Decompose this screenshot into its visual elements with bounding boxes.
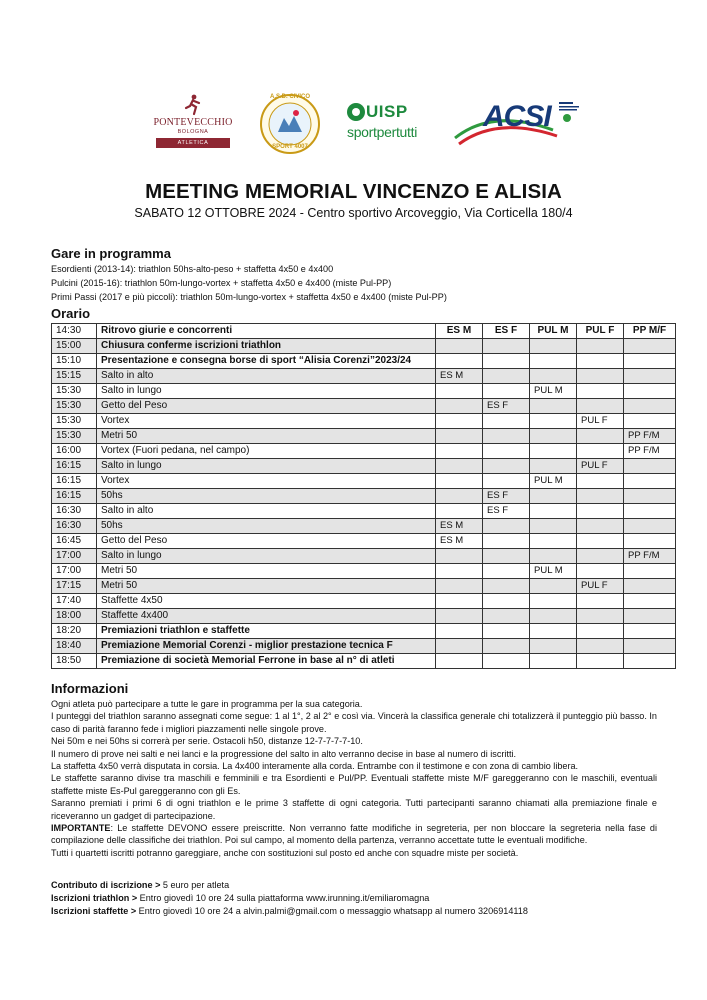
category-cell — [624, 534, 676, 549]
category-cell — [483, 414, 530, 429]
pontevecchio-band: ATLETICA — [156, 138, 230, 148]
schedule-time: 17:00 — [52, 549, 97, 564]
uisp-name: UISP — [366, 102, 408, 121]
schedule-row — [52, 384, 676, 399]
category-cell — [577, 624, 624, 639]
category-cell: PUL M — [530, 384, 577, 399]
column-header: ES M — [436, 324, 483, 339]
schedule-activity: Getto del Peso — [97, 534, 436, 549]
category-cell — [624, 564, 676, 579]
schedule-time: 15:10 — [52, 354, 97, 369]
info-paragraph: Nei 50m e nei 50hs si correrà per serie. Ostacoli h50, distanze 12-7-7-7-7-10. — [51, 736, 363, 747]
gare-line-esordienti: Esordienti (2013-14): triathlon 50hs-alto-peso + staffetta 4x50 e 4x400 — [51, 264, 334, 274]
category-cell — [530, 354, 577, 369]
info-paragraph: Tutti i quartetti iscritti potranno gareggiare, anche con sostituzioni sul posto ed anche con squadre miste per società. — [51, 847, 519, 858]
category-cell — [624, 579, 676, 594]
registration-info — [51, 879, 657, 918]
category-cell — [577, 639, 624, 654]
info-paragraph: Le staffette saranno divise tra maschili e femminili e tra Esordienti e Pul/PP. Eventuali staffette miste M/F gareggeranno con le maschili, eventuali staffette miste Es-Pul gareggeranno con gli Es. — [51, 773, 657, 796]
civico-logo — [258, 92, 322, 156]
schedule-activity: Premiazioni triathlon e staffette — [97, 624, 436, 639]
category-cell — [483, 639, 530, 654]
category-cell — [436, 459, 483, 474]
sponsor-logos — [0, 92, 707, 162]
category-cell — [483, 624, 530, 639]
category-cell — [624, 654, 676, 669]
schedule-row — [52, 429, 676, 444]
schedule-activity: 50hs — [97, 519, 436, 534]
category-cell — [624, 639, 676, 654]
schedule-row — [52, 354, 676, 369]
category-cell — [577, 534, 624, 549]
category-cell — [624, 489, 676, 504]
important-label: IMPORTANTE — [51, 823, 111, 834]
schedule-activity: 50hs — [97, 489, 436, 504]
schedule-activity: Salto in alto — [97, 369, 436, 384]
schedule-time: 16:45 — [52, 534, 97, 549]
gare-heading: Gare in programma — [51, 246, 171, 261]
category-cell — [483, 429, 530, 444]
schedule-activity: Premiazione di società Memorial Ferrone in base al n° di atleti — [97, 654, 436, 669]
schedule-activity: Chiusura conferme iscrizioni triathlon — [97, 339, 436, 354]
schedule-row — [52, 594, 676, 609]
contrib-text: Entro giovedì 10 ore 24 sulla piattaforma www.irunning.it/emiliaromagna — [137, 893, 430, 903]
category-cell — [530, 399, 577, 414]
category-cell — [436, 654, 483, 669]
gare-line-primi-passi: Primi Passi (2017 e più piccoli): triathlon 50m-lungo-vortex + staffetta 4x50 e 4x400 (miste Pul-PP) — [51, 292, 447, 302]
category-cell — [577, 654, 624, 669]
schedule-row — [52, 624, 676, 639]
schedule-time: 17:40 — [52, 594, 97, 609]
schedule-activity: Staffette 4x400 — [97, 609, 436, 624]
category-cell — [577, 594, 624, 609]
schedule-activity: Vortex — [97, 414, 436, 429]
category-cell: ES F — [483, 504, 530, 519]
category-cell: ES M — [436, 369, 483, 384]
category-cell — [483, 459, 530, 474]
contrib-line — [51, 905, 657, 918]
schedule-row — [52, 339, 676, 354]
category-cell — [530, 654, 577, 669]
acsi-wordmark: ACSI — [483, 100, 551, 133]
schedule-row — [52, 504, 676, 519]
schedule-time: 16:00 — [52, 444, 97, 459]
category-cell — [436, 639, 483, 654]
category-cell — [577, 444, 624, 459]
category-cell — [530, 624, 577, 639]
schedule-time: 18:00 — [52, 609, 97, 624]
schedule-activity: Presentazione e consegna borse di sport “Alisia Corenzi”2023/24 — [97, 354, 436, 369]
info-paragraph: Il numero di prove nei salti e nei lanci e la progressione del salto in alto verranno decise in base al numero di iscritti. — [51, 748, 517, 759]
civico-top-text: A.S.D. CIVICO — [269, 94, 310, 100]
schedule-row — [52, 609, 676, 624]
pontevecchio-logo — [150, 94, 236, 154]
category-cell — [436, 354, 483, 369]
column-header: PP M/F — [624, 324, 676, 339]
category-cell — [624, 384, 676, 399]
schedule-row — [52, 519, 676, 534]
category-cell: PUL F — [577, 579, 624, 594]
category-cell — [436, 414, 483, 429]
schedule-row — [52, 444, 676, 459]
schedule-activity: Salto in lungo — [97, 549, 436, 564]
category-cell — [436, 564, 483, 579]
category-cell: PUL F — [577, 414, 624, 429]
schedule-row — [52, 399, 676, 414]
category-cell — [577, 489, 624, 504]
schedule-row — [52, 474, 676, 489]
schedule-row — [52, 459, 676, 474]
category-cell: ES M — [436, 534, 483, 549]
schedule-activity: Vortex — [97, 474, 436, 489]
category-cell — [624, 519, 676, 534]
category-cell — [483, 339, 530, 354]
contrib-label: Contributo di iscrizione > — [51, 880, 161, 890]
contrib-label: Iscrizioni staffette > — [51, 906, 137, 916]
schedule-activity: Salto in lungo — [97, 459, 436, 474]
uisp-mark-icon — [346, 102, 366, 122]
schedule-time: 15:30 — [52, 414, 97, 429]
category-cell: PUL F — [577, 459, 624, 474]
category-cell — [436, 579, 483, 594]
category-cell — [483, 444, 530, 459]
contrib-label: Iscrizioni triathlon > — [51, 893, 138, 903]
category-cell — [436, 444, 483, 459]
italian-emblem-icon — [559, 102, 589, 124]
uisp-logo — [344, 102, 432, 150]
schedule-activity: Ritrovo giurie e concorrenti — [97, 324, 436, 339]
category-cell — [436, 429, 483, 444]
category-cell — [483, 594, 530, 609]
schedule-time: 18:40 — [52, 639, 97, 654]
category-cell — [624, 369, 676, 384]
category-cell — [624, 354, 676, 369]
contrib-text: 5 euro per atleta — [160, 880, 230, 890]
gare-line-pulcini: Pulcini (2015-16): triathlon 50m-lungo-vortex + staffetta 4x50 e 4x400 (miste Pul-PP) — [51, 278, 392, 288]
page-title: MEETING MEMORIAL VINCENZO E ALISIA — [145, 180, 562, 203]
schedule-time: 18:50 — [52, 654, 97, 669]
schedule-time: 16:30 — [52, 519, 97, 534]
schedule-row — [52, 549, 676, 564]
schedule-activity: Premiazione Memorial Corenzi - miglior prestazione tecnica F — [97, 639, 436, 654]
schedule-row — [52, 369, 676, 384]
civico-bottom-text: SPORT 4007 — [272, 144, 308, 150]
info-text — [51, 698, 657, 859]
acsi-logo — [453, 92, 593, 152]
schedule-time: 14:30 — [52, 324, 97, 339]
important-text: : Le staffette DEVONO essere preiscritte. Non verranno fatte modifiche in segreteria, per non bloccare la segreteria nella fase di compilazione delle classifiche dei triathlon. Poi sul campo, al momento della partenza, verranno accettate tutte le eventuali modifiche. — [51, 823, 657, 846]
orario-heading: Orario — [51, 306, 91, 321]
contrib-line — [51, 892, 657, 905]
category-cell: ES F — [483, 399, 530, 414]
schedule-row — [52, 489, 676, 504]
category-cell — [436, 504, 483, 519]
category-cell — [577, 369, 624, 384]
schedule-time: 16:15 — [52, 489, 97, 504]
category-cell — [624, 459, 676, 474]
category-cell — [483, 654, 530, 669]
category-cell — [624, 504, 676, 519]
schedule-time: 15:30 — [52, 384, 97, 399]
schedule-time: 17:15 — [52, 579, 97, 594]
info-paragraph: Ogni atleta può partecipare a tutte le gare in programma per la sua categoria. — [51, 699, 363, 709]
schedule-activity: Metri 50 — [97, 564, 436, 579]
category-cell — [483, 564, 530, 579]
category-cell — [483, 354, 530, 369]
category-cell — [483, 474, 530, 489]
category-cell — [577, 549, 624, 564]
category-cell — [436, 399, 483, 414]
category-cell — [530, 519, 577, 534]
category-cell — [483, 549, 530, 564]
category-cell — [483, 609, 530, 624]
category-cell — [577, 609, 624, 624]
category-cell — [530, 459, 577, 474]
category-cell — [483, 369, 530, 384]
category-cell — [530, 429, 577, 444]
schedule-time: 15:00 — [52, 339, 97, 354]
category-cell — [530, 579, 577, 594]
schedule-row — [52, 579, 676, 594]
category-cell: PP F/M — [624, 444, 676, 459]
schedule-activity: Vortex (Fuori pedana, nel campo) — [97, 444, 436, 459]
schedule-activity: Getto del Peso — [97, 399, 436, 414]
schedule-time: 17:00 — [52, 564, 97, 579]
info-paragraph: Saranno premiati i primi 6 di ogni triathlon e le prime 3 staffette di ogni categoria. Tutti partecipanti saranno chiamati alla premiazione finale e riceveranno un gadget di partecipazione. — [51, 798, 657, 821]
category-cell — [530, 534, 577, 549]
category-cell — [483, 384, 530, 399]
category-cell: PP F/M — [624, 549, 676, 564]
category-cell — [436, 489, 483, 504]
category-cell — [530, 609, 577, 624]
schedule-time: 16:30 — [52, 504, 97, 519]
category-cell — [436, 474, 483, 489]
category-cell — [436, 594, 483, 609]
schedule-activity: Staffette 4x50 — [97, 594, 436, 609]
schedule-time: 15:30 — [52, 399, 97, 414]
category-cell — [530, 444, 577, 459]
category-cell — [577, 354, 624, 369]
category-cell — [624, 594, 676, 609]
category-cell — [530, 549, 577, 564]
category-cell — [483, 534, 530, 549]
schedule-row — [52, 534, 676, 549]
info-heading: Informazioni — [51, 681, 129, 696]
category-cell — [530, 414, 577, 429]
category-cell: ES F — [483, 489, 530, 504]
category-cell — [530, 504, 577, 519]
category-cell — [530, 489, 577, 504]
category-cell — [577, 474, 624, 489]
category-cell — [436, 339, 483, 354]
uisp-tagline: sportpertutti — [347, 124, 418, 140]
category-cell — [530, 369, 577, 384]
category-cell — [577, 429, 624, 444]
category-cell: PP F/M — [624, 429, 676, 444]
column-header: PUL M — [530, 324, 577, 339]
category-cell — [577, 339, 624, 354]
contrib-text: Entro giovedì 10 ore 24 a alvin.palmi@gmail.com o messaggio whatsapp al numero 3206914118 — [136, 906, 528, 916]
schedule-row — [52, 654, 676, 669]
schedule-table — [51, 323, 676, 669]
category-cell — [577, 384, 624, 399]
category-cell — [436, 549, 483, 564]
category-cell: ES M — [436, 519, 483, 534]
info-important — [51, 822, 657, 847]
category-cell — [577, 519, 624, 534]
category-cell — [436, 609, 483, 624]
info-paragraph: I punteggi del triathlon saranno assegnati come segue: 1 al 1°, 2 al 2° e così via. Vincerà la classifica generale chi totalizzerà il punteggio più basso. In caso di parità faranno fede i migliori piazzamenti nelle singole prove. — [51, 711, 657, 734]
category-cell: PUL M — [530, 474, 577, 489]
schedule-time: 15:30 — [52, 429, 97, 444]
schedule-row — [52, 564, 676, 579]
pontevecchio-name: PONTEVECCHIO — [153, 117, 233, 128]
category-cell — [436, 624, 483, 639]
category-cell: PUL M — [530, 564, 577, 579]
schedule-activity: Metri 50 — [97, 579, 436, 594]
schedule-time: 18:20 — [52, 624, 97, 639]
category-cell — [624, 399, 676, 414]
category-cell — [436, 384, 483, 399]
schedule-activity: Metri 50 — [97, 429, 436, 444]
schedule-activity: Salto in alto — [97, 504, 436, 519]
category-cell — [577, 504, 624, 519]
category-cell — [483, 579, 530, 594]
category-cell — [530, 594, 577, 609]
category-cell — [624, 414, 676, 429]
category-cell — [530, 339, 577, 354]
category-cell — [483, 519, 530, 534]
runner-icon — [182, 94, 204, 116]
category-cell — [577, 399, 624, 414]
category-cell — [624, 339, 676, 354]
pontevecchio-city: BOLOGNA — [177, 129, 209, 135]
category-cell — [530, 639, 577, 654]
category-cell — [577, 564, 624, 579]
schedule-time: 16:15 — [52, 474, 97, 489]
schedule-time: 16:15 — [52, 459, 97, 474]
category-cell — [624, 474, 676, 489]
schedule-time: 15:15 — [52, 369, 97, 384]
column-header: ES F — [483, 324, 530, 339]
schedule-row — [52, 414, 676, 429]
event-date-location: SABATO 12 OTTOBRE 2024 - Centro sportivo Arcoveggio, Via Corticella 180/4 — [134, 206, 573, 220]
info-paragraph: La staffetta 4x50 verrà disputata in corsia. La 4x400 interamente alla corda. Entrambe con il testimone e con zona di cambio libera. — [51, 761, 579, 772]
category-cell — [624, 609, 676, 624]
schedule-row — [52, 324, 676, 339]
schedule-row — [52, 639, 676, 654]
column-header: PUL F — [577, 324, 624, 339]
schedule-activity: Salto in lungo — [97, 384, 436, 399]
category-cell — [624, 624, 676, 639]
contrib-line — [51, 879, 657, 892]
